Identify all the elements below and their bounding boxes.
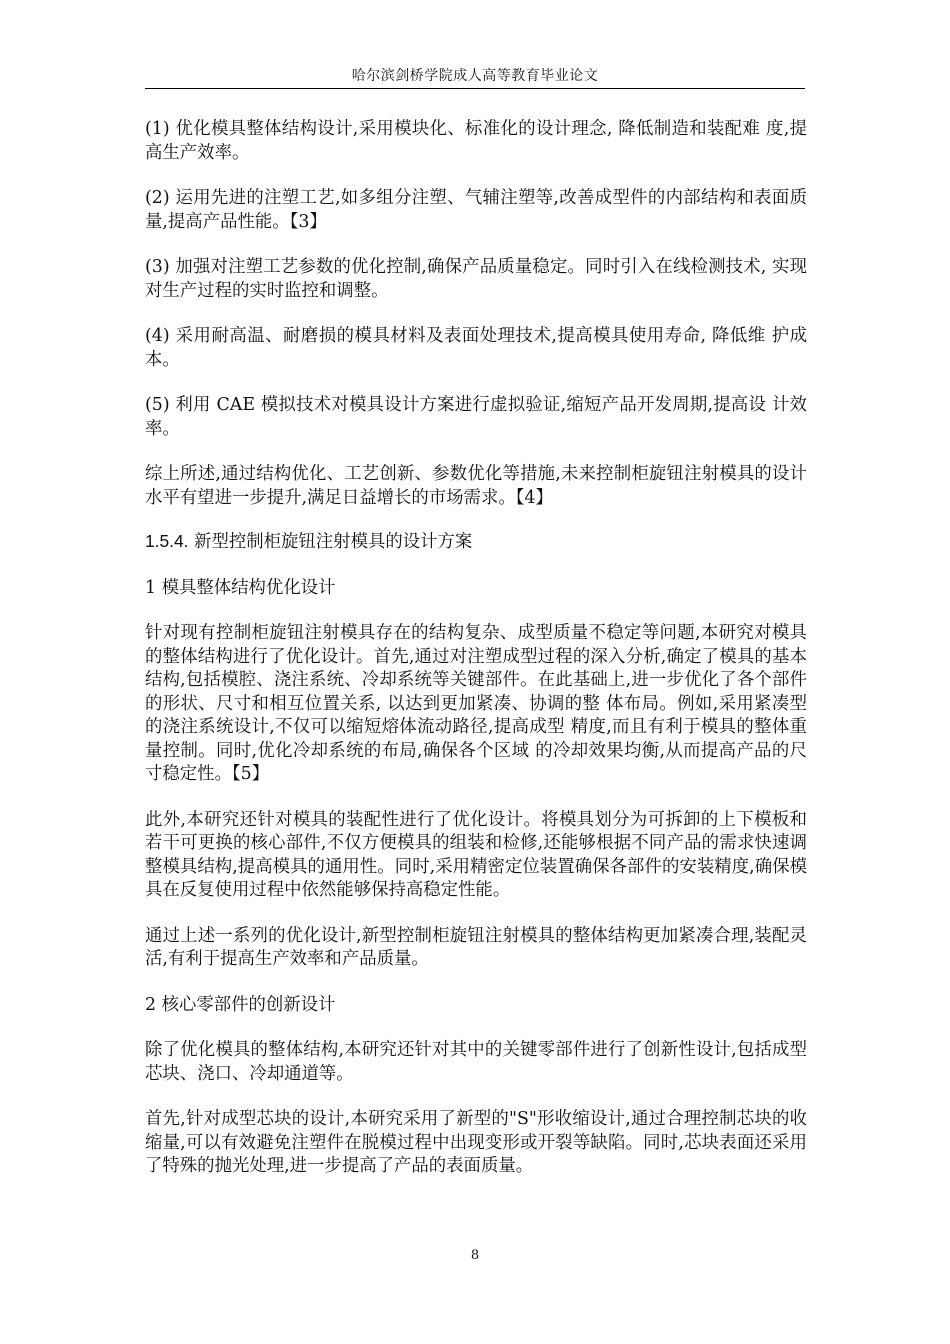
paragraph-summary: 综上所述,通过结构优化、工艺创新、参数优化等措施,未来控制柜旋钮注射模具的设计水平有望进一步提升,满足日益增长的市场需求。【4】: [145, 464, 807, 508]
subsection-1-paragraph-3: 通过上述一系列的优化设计,新型控制柜旋钮注射模具的整体结构更加紧凑合理,装配灵活,有利于提高生产效率和产品质量。: [145, 925, 807, 969]
paragraph-list-item-2: (2) 运用先进的注塑工艺,如多组分注塑、气辅注塑等,改善成型件的内部结构和表面质量,提高产品性能。【3】: [145, 188, 807, 232]
section-heading-title: 新型控制柜旋钮注射模具的设计方案: [194, 532, 473, 552]
subsection-2-paragraph-2: 首先,针对成型芯块的设计,本研究采用了新型的"S"形收缩设计,通过合理控制芯块的收缩量,可以有效避免注塑件在脱模过程中出现变形或开裂等缺陷。同时,芯块表面还采用了特殊的抛光处理,进一步提高了产品的表面质量。: [145, 1109, 807, 1176]
subsection-2-paragraph-1: 除了优化模具的整体结构,本研究还针对其中的关键零部件进行了创新性设计,包括成型芯块、浇口、冷却通道等。: [145, 1040, 807, 1084]
paragraph-list-item-3: (3) 加强对注塑工艺参数的优化控制,确保产品质量稳定。同时引入在线检测技术, 实现对生产过程的实时监控和调整。: [145, 257, 807, 301]
section-heading: [145, 530, 807, 555]
paragraph-list-item-5: (5) 利用 CAE 模拟技术对模具设计方案进行虚拟验证,缩短产品开发周期,提高设 计效率。: [145, 395, 807, 439]
paragraph-list-item-1: (1) 优化模具整体结构设计,采用模块化、标准化的设计理念, 降低制造和装配难 度,提高生产效率。: [145, 119, 807, 163]
subsection-1-paragraph-2: 此外,本研究还针对模具的装配性进行了优化设计。将模具划分为可拆卸的上下模板和若干可更换的核心部件,不仅方便模具的组装和检修,还能够根据不同产品的需求快速调整模具结构,提高模具的通用性。同时,采用精密定位装置确保各部件的安装精度,确保模具在反复使用过程中依然能够保持高稳定性能。: [145, 809, 807, 900]
paragraph-list-item-4: (4) 采用耐高温、耐磨损的模具材料及表面处理技术,提高模具使用寿命, 降低维 护成本。: [145, 326, 807, 370]
document-body: [145, 118, 807, 1201]
subsection-1-paragraph-1: 针对现有控制柜旋钮注射模具存在的结构复杂、成型质量不稳定等问题,本研究对模具的整体结构进行了优化设计。首先,通过对注塑成型过程的深入分析,确定了模具的基本结构,包括模腔、浇注系统、冷却系统等关键部件。在此基础上,进一步优化了各个部件的形状、尺寸和相互位置关系, 以达到更加紧凑、协调的整 体布局。例如,采用紧凑型的浇注系统设计,不仅可以缩短熔体流动路径,提高成型 精度,而且有利于模具的整体重量控制。同时,优化冷却系统的布局,确保各个区域 的冷却效果均衡,从而提高产品的尺寸稳定性。【5】: [145, 623, 807, 784]
subsection-2-title: 2 核心零部件的创新设计: [145, 994, 336, 1015]
header-divider: [145, 88, 805, 89]
subsection-1-title: 1 模具整体结构优化设计: [145, 577, 336, 598]
page-header-title: 哈尔滨剑桥学院成人高等教育毕业论文: [351, 68, 599, 84]
section-heading-number: 1.5.4.: [145, 531, 189, 551]
page-number: 8: [470, 1248, 480, 1263]
